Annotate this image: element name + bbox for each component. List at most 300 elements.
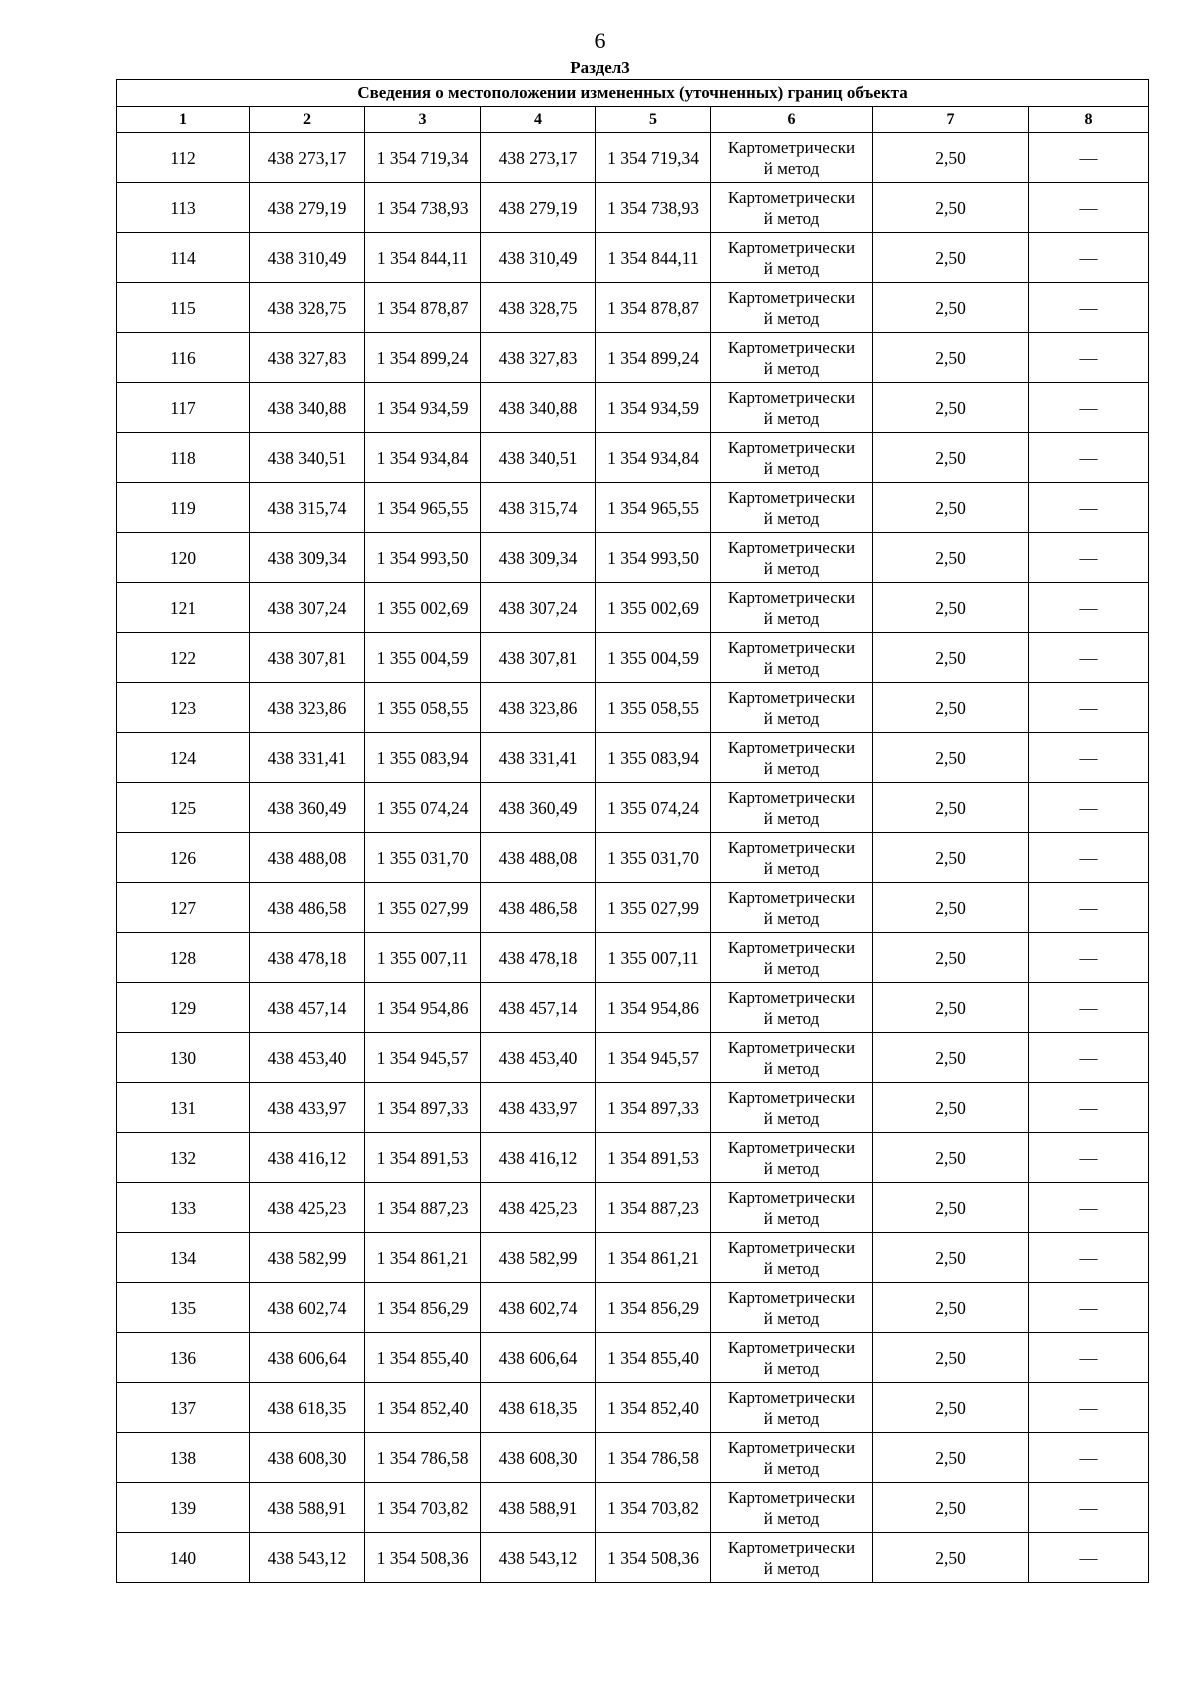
note-cell: — bbox=[1029, 483, 1149, 533]
x-new-cell: 438 340,88 bbox=[481, 383, 596, 433]
table-row bbox=[117, 883, 1149, 933]
y-new-cell: 1 354 719,34 bbox=[596, 133, 711, 183]
method-line-1: Картометрически bbox=[727, 1337, 856, 1357]
y-new-cell: 1 354 856,29 bbox=[596, 1283, 711, 1333]
note-cell: — bbox=[1029, 533, 1149, 583]
x-new-cell: 438 279,19 bbox=[481, 183, 596, 233]
x-new-cell: 438 608,30 bbox=[481, 1433, 596, 1483]
x-new-cell: 438 453,40 bbox=[481, 1033, 596, 1083]
y-old-cell: 1 354 954,86 bbox=[365, 983, 481, 1033]
x-old-cell: 438 602,74 bbox=[250, 1283, 365, 1333]
method-cell bbox=[711, 683, 873, 733]
y-new-cell: 1 355 007,11 bbox=[596, 933, 711, 983]
x-old-cell: 438 331,41 bbox=[250, 733, 365, 783]
y-old-cell: 1 354 897,33 bbox=[365, 1083, 481, 1133]
x-old-cell: 438 340,51 bbox=[250, 433, 365, 483]
column-number: 5 bbox=[596, 107, 711, 133]
column-number: 8 bbox=[1029, 107, 1149, 133]
method-line-2: й метод bbox=[763, 558, 820, 578]
x-new-cell: 438 360,49 bbox=[481, 783, 596, 833]
y-new-cell: 1 354 934,84 bbox=[596, 433, 711, 483]
method-cell bbox=[711, 783, 873, 833]
note-cell: — bbox=[1029, 1033, 1149, 1083]
y-new-cell: 1 355 027,99 bbox=[596, 883, 711, 933]
method-line-1: Картометрически bbox=[727, 937, 856, 957]
method-cell bbox=[711, 1083, 873, 1133]
method-line-2: й метод bbox=[763, 1558, 820, 1578]
point-number-cell: 112 bbox=[117, 133, 250, 183]
x-old-cell: 438 433,97 bbox=[250, 1083, 365, 1133]
point-number-cell: 117 bbox=[117, 383, 250, 433]
table-row bbox=[117, 633, 1149, 683]
method-line-1: Картометрически bbox=[727, 437, 856, 457]
note-cell: — bbox=[1029, 983, 1149, 1033]
y-old-cell: 1 355 083,94 bbox=[365, 733, 481, 783]
x-new-cell: 438 327,83 bbox=[481, 333, 596, 383]
column-number: 4 bbox=[481, 107, 596, 133]
table-row bbox=[117, 1383, 1149, 1433]
table-row bbox=[117, 833, 1149, 883]
table-row bbox=[117, 183, 1149, 233]
note-cell: — bbox=[1029, 433, 1149, 483]
table-row bbox=[117, 1133, 1149, 1183]
method-line-2: й метод bbox=[763, 958, 820, 978]
column-number: 7 bbox=[873, 107, 1029, 133]
y-old-cell: 1 355 074,24 bbox=[365, 783, 481, 833]
accuracy-cell: 2,50 bbox=[873, 683, 1029, 733]
y-old-cell: 1 354 993,50 bbox=[365, 533, 481, 583]
x-new-cell: 438 273,17 bbox=[481, 133, 596, 183]
accuracy-cell: 2,50 bbox=[873, 1533, 1029, 1583]
method-cell bbox=[711, 983, 873, 1033]
x-new-cell: 438 340,51 bbox=[481, 433, 596, 483]
method-line-2: й метод bbox=[763, 808, 820, 828]
method-line-1: Картометрически bbox=[727, 587, 856, 607]
accuracy-cell: 2,50 bbox=[873, 933, 1029, 983]
point-number-cell: 127 bbox=[117, 883, 250, 933]
point-number-cell: 136 bbox=[117, 1333, 250, 1383]
method-cell bbox=[711, 133, 873, 183]
table-caption-row bbox=[117, 80, 1149, 107]
method-line-2: й метод bbox=[763, 508, 820, 528]
x-old-cell: 438 273,17 bbox=[250, 133, 365, 183]
method-cell bbox=[711, 583, 873, 633]
x-old-cell: 438 606,64 bbox=[250, 1333, 365, 1383]
note-cell: — bbox=[1029, 233, 1149, 283]
table-row bbox=[117, 133, 1149, 183]
accuracy-cell: 2,50 bbox=[873, 1483, 1029, 1533]
note-cell: — bbox=[1029, 133, 1149, 183]
table-row bbox=[117, 1233, 1149, 1283]
point-number-cell: 119 bbox=[117, 483, 250, 533]
y-old-cell: 1 355 007,11 bbox=[365, 933, 481, 983]
method-cell bbox=[711, 433, 873, 483]
method-line-1: Картометрически bbox=[727, 237, 856, 257]
table-row bbox=[117, 933, 1149, 983]
y-new-cell: 1 354 703,82 bbox=[596, 1483, 711, 1533]
x-old-cell: 438 323,86 bbox=[250, 683, 365, 733]
table-row bbox=[117, 533, 1149, 583]
method-line-1: Картометрически bbox=[727, 287, 856, 307]
accuracy-cell: 2,50 bbox=[873, 833, 1029, 883]
x-new-cell: 438 606,64 bbox=[481, 1333, 596, 1383]
point-number-cell: 129 bbox=[117, 983, 250, 1033]
x-new-cell: 438 582,99 bbox=[481, 1233, 596, 1283]
method-line-1: Картометрически bbox=[727, 687, 856, 707]
method-cell bbox=[711, 1433, 873, 1483]
x-old-cell: 438 327,83 bbox=[250, 333, 365, 383]
y-new-cell: 1 355 031,70 bbox=[596, 833, 711, 883]
accuracy-cell: 2,50 bbox=[873, 733, 1029, 783]
method-cell bbox=[711, 1483, 873, 1533]
y-new-cell: 1 354 934,59 bbox=[596, 383, 711, 433]
y-old-cell: 1 355 058,55 bbox=[365, 683, 481, 733]
y-new-cell: 1 354 891,53 bbox=[596, 1133, 711, 1183]
point-number-cell: 139 bbox=[117, 1483, 250, 1533]
accuracy-cell: 2,50 bbox=[873, 1283, 1029, 1333]
x-old-cell: 438 360,49 bbox=[250, 783, 365, 833]
y-old-cell: 1 354 965,55 bbox=[365, 483, 481, 533]
accuracy-cell: 2,50 bbox=[873, 633, 1029, 683]
method-line-2: й метод bbox=[763, 1358, 820, 1378]
x-old-cell: 438 488,08 bbox=[250, 833, 365, 883]
y-new-cell: 1 354 954,86 bbox=[596, 983, 711, 1033]
y-old-cell: 1 354 855,40 bbox=[365, 1333, 481, 1383]
method-line-1: Картометрически bbox=[727, 187, 856, 207]
point-number-cell: 114 bbox=[117, 233, 250, 283]
column-number: 6 bbox=[711, 107, 873, 133]
x-old-cell: 438 307,24 bbox=[250, 583, 365, 633]
method-line-2: й метод bbox=[763, 1108, 820, 1128]
method-line-2: й метод bbox=[763, 1208, 820, 1228]
x-new-cell: 438 331,41 bbox=[481, 733, 596, 783]
y-new-cell: 1 355 058,55 bbox=[596, 683, 711, 733]
y-old-cell: 1 354 891,53 bbox=[365, 1133, 481, 1183]
method-line-2: й метод bbox=[763, 1158, 820, 1178]
accuracy-cell: 2,50 bbox=[873, 433, 1029, 483]
note-cell: — bbox=[1029, 833, 1149, 883]
x-old-cell: 438 582,99 bbox=[250, 1233, 365, 1283]
x-old-cell: 438 543,12 bbox=[250, 1533, 365, 1583]
table-row bbox=[117, 683, 1149, 733]
x-new-cell: 438 425,23 bbox=[481, 1183, 596, 1233]
y-new-cell: 1 354 852,40 bbox=[596, 1383, 711, 1433]
method-cell bbox=[711, 633, 873, 683]
accuracy-cell: 2,50 bbox=[873, 983, 1029, 1033]
table-row bbox=[117, 1433, 1149, 1483]
note-cell: — bbox=[1029, 683, 1149, 733]
x-new-cell: 438 588,91 bbox=[481, 1483, 596, 1533]
point-number-cell: 122 bbox=[117, 633, 250, 683]
y-new-cell: 1 354 897,33 bbox=[596, 1083, 711, 1133]
table-row bbox=[117, 333, 1149, 383]
method-line-2: й метод bbox=[763, 708, 820, 728]
y-new-cell: 1 354 887,23 bbox=[596, 1183, 711, 1233]
y-old-cell: 1 354 856,29 bbox=[365, 1283, 481, 1333]
point-number-cell: 123 bbox=[117, 683, 250, 733]
accuracy-cell: 2,50 bbox=[873, 1233, 1029, 1283]
point-number-cell: 125 bbox=[117, 783, 250, 833]
note-cell: — bbox=[1029, 1283, 1149, 1333]
column-number: 3 bbox=[365, 107, 481, 133]
table-row bbox=[117, 583, 1149, 633]
method-line-2: й метод bbox=[763, 1008, 820, 1028]
note-cell: — bbox=[1029, 933, 1149, 983]
method-cell bbox=[711, 833, 873, 883]
x-old-cell: 438 309,34 bbox=[250, 533, 365, 583]
y-new-cell: 1 354 993,50 bbox=[596, 533, 711, 583]
x-old-cell: 438 453,40 bbox=[250, 1033, 365, 1083]
point-number-cell: 131 bbox=[117, 1083, 250, 1133]
note-cell: — bbox=[1029, 583, 1149, 633]
method-line-2: й метод bbox=[763, 1308, 820, 1328]
method-line-2: й метод bbox=[763, 1458, 820, 1478]
method-line-1: Картометрически bbox=[727, 487, 856, 507]
y-new-cell: 1 354 738,93 bbox=[596, 183, 711, 233]
point-number-cell: 130 bbox=[117, 1033, 250, 1083]
y-old-cell: 1 354 719,34 bbox=[365, 133, 481, 183]
method-line-2: й метод bbox=[763, 308, 820, 328]
table-row bbox=[117, 483, 1149, 533]
method-line-1: Картометрически bbox=[727, 137, 856, 157]
y-new-cell: 1 354 786,58 bbox=[596, 1433, 711, 1483]
x-old-cell: 438 478,18 bbox=[250, 933, 365, 983]
method-line-2: й метод bbox=[763, 208, 820, 228]
method-line-1: Картометрически bbox=[727, 987, 856, 1007]
point-number-cell: 140 bbox=[117, 1533, 250, 1583]
note-cell: — bbox=[1029, 1183, 1149, 1233]
method-cell bbox=[711, 1183, 873, 1233]
accuracy-cell: 2,50 bbox=[873, 133, 1029, 183]
method-line-1: Картометрически bbox=[727, 787, 856, 807]
method-line-1: Картометрически bbox=[727, 537, 856, 557]
point-number-cell: 121 bbox=[117, 583, 250, 633]
y-new-cell: 1 354 508,36 bbox=[596, 1533, 711, 1583]
x-new-cell: 438 309,34 bbox=[481, 533, 596, 583]
x-old-cell: 438 588,91 bbox=[250, 1483, 365, 1533]
note-cell: — bbox=[1029, 883, 1149, 933]
point-number-cell: 116 bbox=[117, 333, 250, 383]
table-row bbox=[117, 1283, 1149, 1333]
accuracy-cell: 2,50 bbox=[873, 233, 1029, 283]
y-new-cell: 1 355 002,69 bbox=[596, 583, 711, 633]
accuracy-cell: 2,50 bbox=[873, 183, 1029, 233]
y-old-cell: 1 354 861,21 bbox=[365, 1233, 481, 1283]
method-line-1: Картометрически bbox=[727, 637, 856, 657]
x-new-cell: 438 478,18 bbox=[481, 933, 596, 983]
column-number-row bbox=[117, 107, 1149, 133]
point-number-cell: 134 bbox=[117, 1233, 250, 1283]
note-cell: — bbox=[1029, 1433, 1149, 1483]
point-number-cell: 124 bbox=[117, 733, 250, 783]
x-old-cell: 438 608,30 bbox=[250, 1433, 365, 1483]
y-new-cell: 1 354 844,11 bbox=[596, 233, 711, 283]
method-cell bbox=[711, 1333, 873, 1383]
accuracy-cell: 2,50 bbox=[873, 1333, 1029, 1383]
x-new-cell: 438 307,24 bbox=[481, 583, 596, 633]
y-new-cell: 1 354 855,40 bbox=[596, 1333, 711, 1383]
x-new-cell: 438 328,75 bbox=[481, 283, 596, 333]
accuracy-cell: 2,50 bbox=[873, 483, 1029, 533]
method-line-2: й метод bbox=[763, 608, 820, 628]
table-row bbox=[117, 1333, 1149, 1383]
page-number: 6 bbox=[594, 28, 606, 53]
method-line-1: Картометрически bbox=[727, 337, 856, 357]
accuracy-cell: 2,50 bbox=[873, 1083, 1029, 1133]
x-old-cell: 438 310,49 bbox=[250, 233, 365, 283]
method-cell bbox=[711, 1133, 873, 1183]
method-line-1: Картометрически bbox=[727, 387, 856, 407]
table-row bbox=[117, 1083, 1149, 1133]
x-new-cell: 438 416,12 bbox=[481, 1133, 596, 1183]
table-row bbox=[117, 233, 1149, 283]
y-old-cell: 1 354 934,59 bbox=[365, 383, 481, 433]
method-cell bbox=[711, 483, 873, 533]
method-line-2: й метод bbox=[763, 1058, 820, 1078]
method-cell bbox=[711, 1533, 873, 1583]
x-old-cell: 438 457,14 bbox=[250, 983, 365, 1033]
accuracy-cell: 2,50 bbox=[873, 583, 1029, 633]
x-new-cell: 438 602,74 bbox=[481, 1283, 596, 1333]
y-old-cell: 1 354 786,58 bbox=[365, 1433, 481, 1483]
method-line-1: Картометрически bbox=[727, 1387, 856, 1407]
x-old-cell: 438 328,75 bbox=[250, 283, 365, 333]
x-new-cell: 438 315,74 bbox=[481, 483, 596, 533]
column-number: 1 bbox=[117, 107, 250, 133]
method-cell bbox=[711, 383, 873, 433]
table-row bbox=[117, 433, 1149, 483]
y-old-cell: 1 354 945,57 bbox=[365, 1033, 481, 1083]
method-line-2: й метод bbox=[763, 908, 820, 928]
coordinates-table bbox=[116, 79, 1149, 1583]
x-new-cell: 438 433,97 bbox=[481, 1083, 596, 1133]
accuracy-cell: 2,50 bbox=[873, 333, 1029, 383]
method-line-1: Картометрически bbox=[727, 1037, 856, 1057]
y-old-cell: 1 355 027,99 bbox=[365, 883, 481, 933]
note-cell: — bbox=[1029, 1233, 1149, 1283]
method-cell bbox=[711, 1283, 873, 1333]
y-new-cell: 1 354 945,57 bbox=[596, 1033, 711, 1083]
accuracy-cell: 2,50 bbox=[873, 1433, 1029, 1483]
method-line-2: й метод bbox=[763, 258, 820, 278]
method-line-1: Картометрически bbox=[727, 1287, 856, 1307]
accuracy-cell: 2,50 bbox=[873, 1183, 1029, 1233]
y-old-cell: 1 355 004,59 bbox=[365, 633, 481, 683]
method-cell bbox=[711, 183, 873, 233]
accuracy-cell: 2,50 bbox=[873, 883, 1029, 933]
method-line-2: й метод bbox=[763, 408, 820, 428]
method-line-1: Картометрически bbox=[727, 1087, 856, 1107]
accuracy-cell: 2,50 bbox=[873, 1383, 1029, 1433]
accuracy-cell: 2,50 bbox=[873, 383, 1029, 433]
note-cell: — bbox=[1029, 1533, 1149, 1583]
x-old-cell: 438 307,81 bbox=[250, 633, 365, 683]
x-new-cell: 438 310,49 bbox=[481, 233, 596, 283]
y-old-cell: 1 354 844,11 bbox=[365, 233, 481, 283]
table-row bbox=[117, 1533, 1149, 1583]
method-line-2: й метод bbox=[763, 1258, 820, 1278]
method-line-1: Картометрически bbox=[727, 1187, 856, 1207]
method-line-2: й метод bbox=[763, 758, 820, 778]
x-old-cell: 438 486,58 bbox=[250, 883, 365, 933]
method-cell bbox=[711, 1233, 873, 1283]
method-line-2: й метод bbox=[763, 658, 820, 678]
x-old-cell: 438 340,88 bbox=[250, 383, 365, 433]
method-line-1: Картометрически bbox=[727, 1137, 856, 1157]
method-cell bbox=[711, 733, 873, 783]
method-line-2: й метод bbox=[763, 358, 820, 378]
y-new-cell: 1 354 965,55 bbox=[596, 483, 711, 533]
table-row bbox=[117, 283, 1149, 333]
x-new-cell: 438 457,14 bbox=[481, 983, 596, 1033]
note-cell: — bbox=[1029, 333, 1149, 383]
point-number-cell: 128 bbox=[117, 933, 250, 983]
y-old-cell: 1 354 899,24 bbox=[365, 333, 481, 383]
method-cell bbox=[711, 933, 873, 983]
x-old-cell: 438 416,12 bbox=[250, 1133, 365, 1183]
y-new-cell: 1 354 861,21 bbox=[596, 1233, 711, 1283]
method-cell bbox=[711, 233, 873, 283]
method-line-2: й метод bbox=[763, 1408, 820, 1428]
note-cell: — bbox=[1029, 283, 1149, 333]
method-cell bbox=[711, 1383, 873, 1433]
section-title: Раздел3 bbox=[570, 58, 630, 77]
method-cell bbox=[711, 1033, 873, 1083]
x-old-cell: 438 279,19 bbox=[250, 183, 365, 233]
y-old-cell: 1 354 934,84 bbox=[365, 433, 481, 483]
point-number-cell: 118 bbox=[117, 433, 250, 483]
y-new-cell: 1 355 083,94 bbox=[596, 733, 711, 783]
method-line-2: й метод bbox=[763, 858, 820, 878]
accuracy-cell: 2,50 bbox=[873, 533, 1029, 583]
point-number-cell: 137 bbox=[117, 1383, 250, 1433]
note-cell: — bbox=[1029, 733, 1149, 783]
point-number-cell: 115 bbox=[117, 283, 250, 333]
y-old-cell: 1 354 703,82 bbox=[365, 1483, 481, 1533]
table-row bbox=[117, 783, 1149, 833]
note-cell: — bbox=[1029, 1483, 1149, 1533]
y-old-cell: 1 354 852,40 bbox=[365, 1383, 481, 1433]
method-line-1: Картометрически bbox=[727, 837, 856, 857]
y-new-cell: 1 354 899,24 bbox=[596, 333, 711, 383]
y-new-cell: 1 355 074,24 bbox=[596, 783, 711, 833]
method-line-1: Картометрически bbox=[727, 887, 856, 907]
table-row bbox=[117, 1033, 1149, 1083]
method-line-1: Картометрически bbox=[727, 737, 856, 757]
x-old-cell: 438 618,35 bbox=[250, 1383, 365, 1433]
x-new-cell: 438 307,81 bbox=[481, 633, 596, 683]
x-new-cell: 438 486,58 bbox=[481, 883, 596, 933]
method-line-1: Картометрически bbox=[727, 1437, 856, 1457]
method-cell bbox=[711, 283, 873, 333]
method-line-1: Картометрически bbox=[727, 1237, 856, 1257]
x-old-cell: 438 425,23 bbox=[250, 1183, 365, 1233]
point-number-cell: 138 bbox=[117, 1433, 250, 1483]
table-row bbox=[117, 983, 1149, 1033]
y-old-cell: 1 354 887,23 bbox=[365, 1183, 481, 1233]
note-cell: — bbox=[1029, 1083, 1149, 1133]
y-old-cell: 1 355 002,69 bbox=[365, 583, 481, 633]
point-number-cell: 120 bbox=[117, 533, 250, 583]
method-line-1: Картометрически bbox=[727, 1537, 856, 1557]
note-cell: — bbox=[1029, 383, 1149, 433]
method-line-2: й метод bbox=[763, 1508, 820, 1528]
y-old-cell: 1 354 508,36 bbox=[365, 1533, 481, 1583]
point-number-cell: 113 bbox=[117, 183, 250, 233]
table-row bbox=[117, 733, 1149, 783]
table-row bbox=[117, 383, 1149, 433]
point-number-cell: 126 bbox=[117, 833, 250, 883]
